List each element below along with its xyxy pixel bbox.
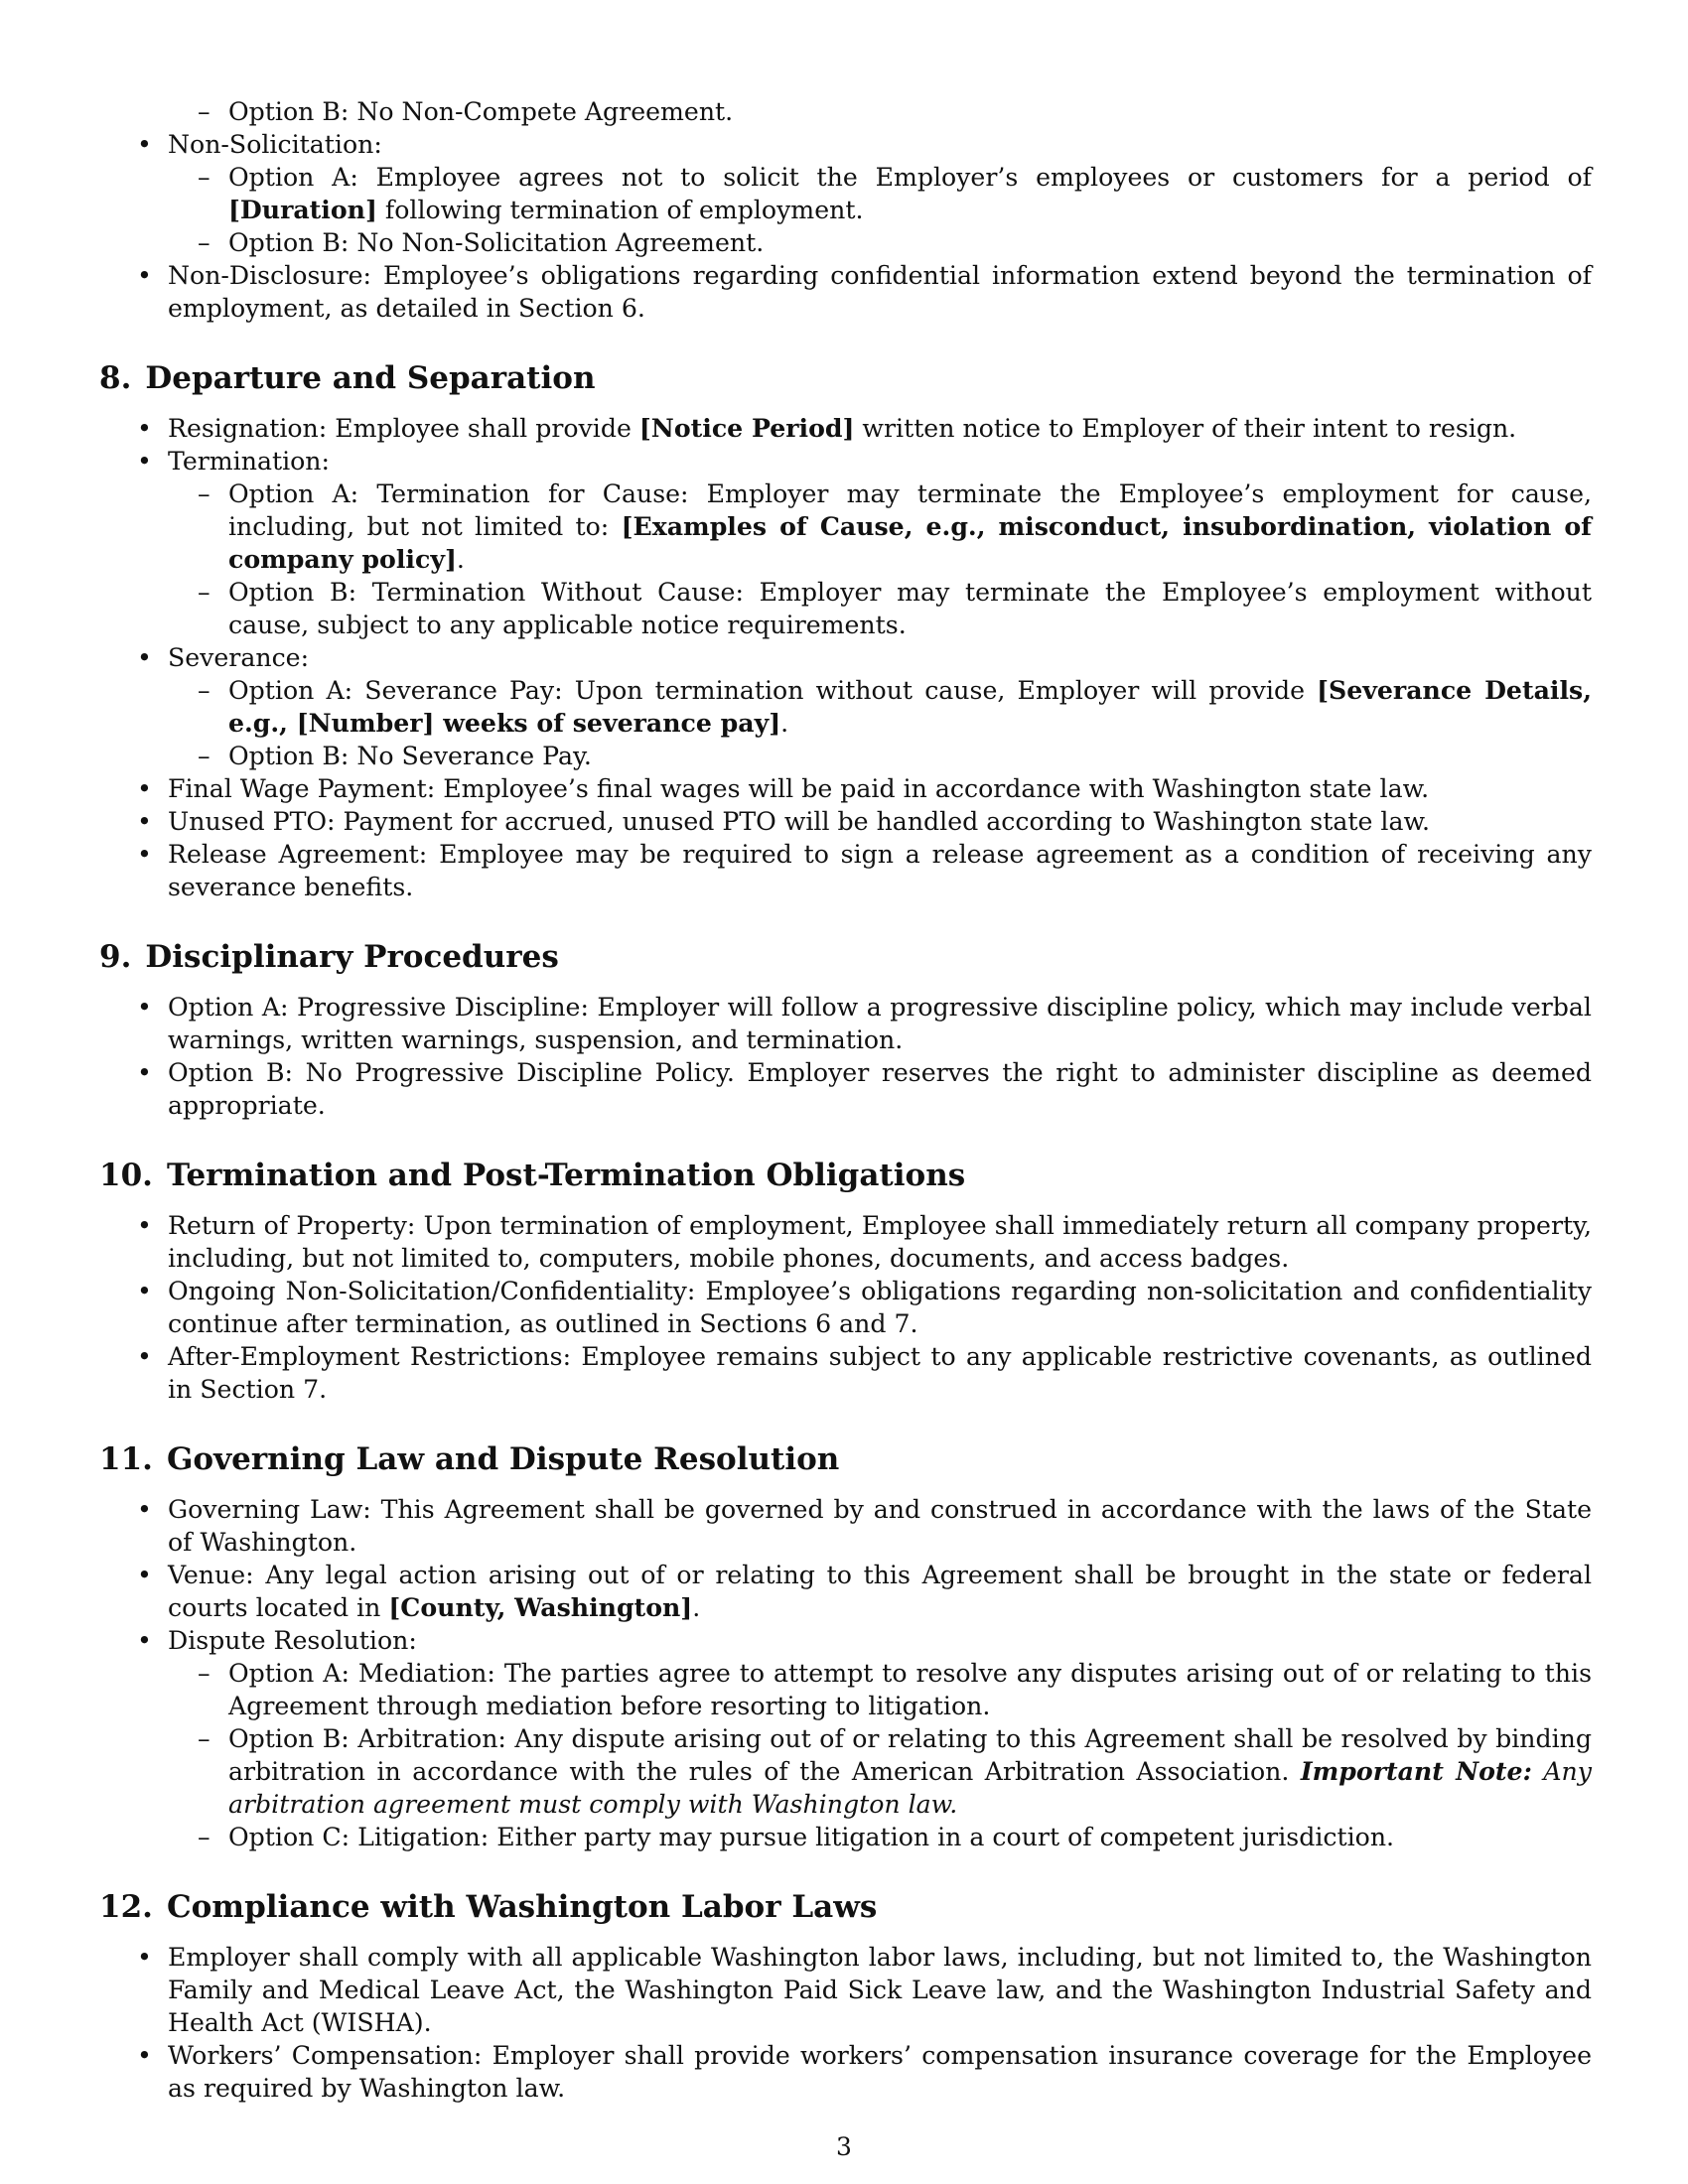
placeholder-notice-period: [Notice Period]: [638, 413, 855, 443]
text: Option B: No Non-Solicitation Agreement.: [228, 228, 765, 257]
section-title: Compliance with Washington Labor Laws: [166, 1889, 878, 1925]
important-note-label: Important Note:: [1300, 1756, 1532, 1786]
text: following termination of employment.: [376, 196, 864, 224]
important-note-text: Any arbitration agreement must comply with Washington law.: [228, 1757, 1592, 1819]
list-item: [99, 1941, 1592, 2039]
list-item: [168, 740, 1592, 772]
list-item: [99, 838, 1592, 903]
sublist: [168, 478, 1592, 641]
placeholder-county: [County, Washington]: [388, 1592, 693, 1622]
section-number: 10.: [99, 1158, 153, 1193]
text: Release Agreement: Employee may be required to sign a release agreement as a condition of receiving any severance benefits.: [168, 840, 1592, 901]
continued-sublist: [99, 95, 1592, 128]
section-title: Governing Law and Dispute Resolution: [166, 1441, 840, 1477]
text: Non-Disclosure: Employee’s obligations regarding confidential information extend beyond the termination of employment, as detailed in Section 6.: [168, 261, 1592, 323]
list-item: [99, 772, 1592, 805]
text: .: [456, 545, 465, 574]
list-item: [99, 1056, 1592, 1122]
section-number: 11.: [99, 1441, 153, 1477]
section-heading-9: [99, 937, 1592, 977]
list-item: [99, 412, 1592, 445]
text: Option A: Severance Pay: Upon termination without cause, Employer will provide: [228, 676, 1318, 705]
text: Option A: Progressive Discipline: Employer will follow a progressive discipline policy, which may include verbal warnings, written warnings, suspension, and termination.: [168, 993, 1592, 1054]
list-item-text: Non-Solicitation:: [168, 130, 382, 159]
list-item: [99, 1275, 1592, 1340]
sublist: [168, 674, 1592, 772]
section-number: 9.: [99, 939, 132, 975]
text: .: [692, 1593, 701, 1622]
text: Unused PTO: Payment for accrued, unused PTO will be handled according to Washington state law.: [168, 807, 1431, 836]
text: Governing Law: This Agreement shall be governed by and construed in accordance with the laws of the State of Washington.: [168, 1495, 1592, 1557]
placeholder-duration: [Duration]: [228, 195, 377, 224]
list-item: [168, 1657, 1592, 1722]
text: written notice to Employer of their intent to resign.: [854, 414, 1517, 443]
text: Option A: Mediation: The parties agree to attempt to resolve any disputes arising out of or relating to this Agreement through mediation before resorting to litigation.: [228, 1659, 1592, 1720]
section-heading-10: [99, 1156, 1592, 1195]
section-heading-8: [99, 358, 1592, 398]
list-item: [99, 1624, 1592, 1853]
list-item: [168, 1722, 1592, 1821]
section-heading-11: [99, 1439, 1592, 1479]
section-title: Disciplinary Procedures: [145, 939, 559, 975]
section-title: Termination and Post-Termination Obligations: [166, 1158, 966, 1193]
list-item: [99, 1209, 1592, 1275]
text: Option A: Employee agrees not to solicit the Employer’s employees or customers for a period of: [228, 163, 1592, 192]
list-item: [168, 161, 1592, 226]
list-item: [168, 576, 1592, 641]
list-item: [168, 226, 1592, 259]
text: .: [780, 709, 789, 738]
placeholder-examples-of-cause: [Examples of Cause, e.g., misconduct, insubordination, violation of company policy]: [228, 511, 1592, 574]
list-item: [99, 1559, 1592, 1624]
section-8-list: [99, 412, 1592, 903]
placeholder-severance-details: [Severance Details, e.g., [Number] weeks of severance pay]: [228, 675, 1592, 738]
text: Dispute Resolution:: [168, 1626, 417, 1655]
text: Ongoing Non-Solicitation/Confidentiality: Employee’s obligations regarding non-solicitation and confidentiality continue after termination, as outlined in Sections 6 and 7.: [168, 1277, 1592, 1338]
text: Return of Property: Upon termination of employment, Employee shall immediately return all company property, including, but not limited to, computers, mobile phones, documents, and access badges.: [168, 1211, 1592, 1273]
sublist: [168, 1657, 1592, 1853]
list-item: [168, 478, 1592, 576]
section-title: Departure and Separation: [145, 360, 596, 396]
section-10-list: [99, 1209, 1592, 1406]
text: Option A: Termination for Cause: Employer may terminate the Employee’s employment for cause, including, but not limited to:: [228, 479, 1592, 541]
list-item: [99, 1493, 1592, 1559]
continued-list: [99, 128, 1592, 325]
text: Venue: Any legal action arising out of or relating to this Agreement shall be brought in the state or federal courts located in: [168, 1561, 1592, 1622]
text: Option B: Arbitration: Any dispute arising out of or relating to this Agreement shall be resolved by binding arbitration in accordance with the rules of the American Arbitration Association.: [228, 1724, 1592, 1786]
section-number: 12.: [99, 1889, 153, 1925]
section-number: 8.: [99, 360, 132, 396]
section-heading-12: [99, 1887, 1592, 1927]
text: Option B: No Progressive Discipline Policy. Employer reserves the right to administer discipline as deemed appropriate.: [168, 1058, 1592, 1120]
list-item: [99, 445, 1592, 641]
section-11-list: [99, 1493, 1592, 1853]
text: Workers’ Compensation: Employer shall provide workers’ compensation insurance coverage for the Employee as required by Washington law.: [168, 2041, 1592, 2103]
list-item: [99, 259, 1592, 325]
text: Option B: Termination Without Cause: Employer may terminate the Employee’s employment without cause, subject to any applicable notice requirements.: [228, 578, 1592, 639]
list-item: [99, 95, 1592, 128]
page-number: 3: [836, 2132, 852, 2161]
list-item: [99, 2039, 1592, 2105]
sublist: [168, 161, 1592, 259]
text: Resignation: Employee shall provide: [168, 414, 639, 443]
text: Option C: Litigation: Either party may pursue litigation in a court of competent jurisdiction.: [228, 1823, 1395, 1851]
text: Severance:: [168, 643, 310, 672]
document-page: [99, 95, 1592, 2105]
text: After-Employment Restrictions: Employee remains subject to any applicable restrictive covenants, as outlined in Section 7.: [168, 1342, 1592, 1404]
section-12-list: [99, 1941, 1592, 2105]
list-item: [99, 128, 1592, 259]
list-item: [168, 1821, 1592, 1853]
text: Final Wage Payment: Employee’s final wages will be paid in accordance with Washington state law.: [168, 774, 1430, 803]
text: Employer shall comply with all applicable Washington labor laws, including, but not limited to, the Washington Family and Medical Leave Act, the Washington Paid Sick Leave law, and the Washington Industrial Safety and Health Act (WISHA).: [168, 1943, 1592, 2037]
list-item: [99, 641, 1592, 772]
list-item: [99, 1340, 1592, 1406]
list-item: [99, 805, 1592, 838]
section-9-list: [99, 991, 1592, 1122]
text: Option B: No Severance Pay.: [228, 742, 592, 770]
text: Termination:: [168, 447, 331, 476]
list-item: [168, 674, 1592, 740]
list-item-text: Option B: No Non-Compete Agreement.: [228, 97, 734, 126]
list-item: [99, 991, 1592, 1056]
